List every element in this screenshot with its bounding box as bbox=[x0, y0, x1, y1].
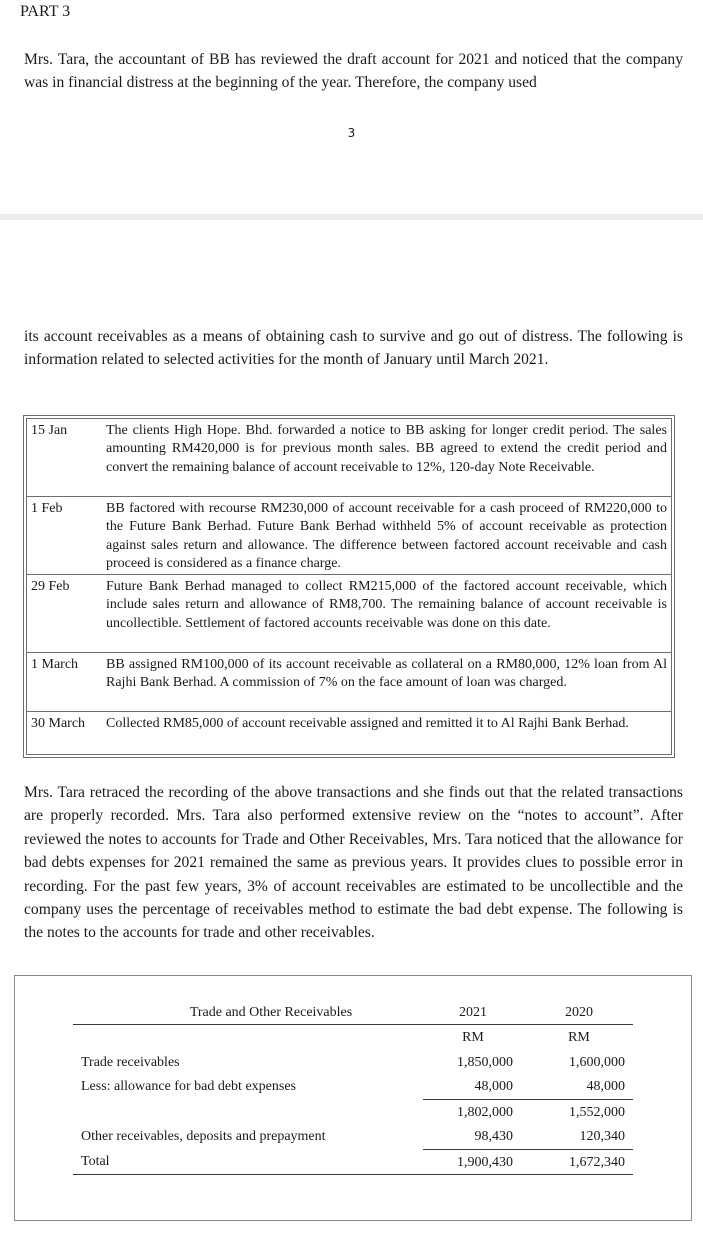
total-2021: 1,900,430 bbox=[457, 1155, 513, 1170]
transaction-date: 1 Feb bbox=[31, 501, 63, 516]
other-receivables-2021: 98,430 bbox=[474, 1129, 513, 1144]
transaction-row bbox=[27, 653, 671, 712]
intro-paragraph-1: Mrs. Tara, the accountant of BB has reviewed the draft account for 2021 and noticed that the company was in financial distress at the beginning of the year. Therefore, the company used bbox=[24, 51, 683, 92]
transaction-row bbox=[27, 575, 671, 653]
subtotal-rule bbox=[423, 1099, 633, 1100]
trade-receivables-2021: 1,850,000 bbox=[457, 1055, 513, 1070]
transaction-description: Future Bank Berhad managed to collect RM215,000 of the factored account receivable, which include sales return and allowance of RM8,700. The remaining balance of account receivable is uncollectible. Settlement of factored accounts receivable was done on this date. bbox=[106, 579, 667, 631]
trade-receivables-2020: 1,600,000 bbox=[569, 1055, 625, 1070]
allowance-2020: 48,000 bbox=[586, 1079, 625, 1094]
transaction-row bbox=[27, 419, 671, 497]
unit-2020: RM bbox=[568, 1030, 590, 1045]
transaction-row bbox=[27, 497, 671, 575]
net-trade-2021: 1,802,000 bbox=[457, 1105, 513, 1120]
trade-receivables-label: Trade receivables bbox=[81, 1055, 180, 1070]
other-receivables-label: Other receivables, deposits and prepayment bbox=[81, 1129, 326, 1144]
transaction-date: 15 Jan bbox=[31, 423, 68, 438]
page-number: 3 bbox=[347, 126, 356, 140]
transaction-date: 30 March bbox=[31, 716, 86, 731]
other-receivables-2020: 120,340 bbox=[579, 1129, 625, 1144]
transaction-description: The clients High Hope. Bhd. forwarded a notice to BB asking for longer credit period. The sales amounting RM420,000 is for previous month sales. BB agreed to extend the credit period and convert the remaining balance of account receivable to 12%, 120-day Note Receivable. bbox=[106, 423, 667, 475]
transaction-date: 1 March bbox=[31, 657, 79, 672]
transaction-row bbox=[27, 712, 671, 752]
transaction-description: BB assigned RM100,000 of its account receivable as collateral on a RM80,000, 12% loan from Al Rajhi Bank Berhad. A commission of 7% on the face amount of loan was charged. bbox=[106, 657, 667, 691]
header-rule bbox=[73, 1024, 633, 1025]
bottom-rule bbox=[73, 1174, 633, 1175]
review-paragraph: Mrs. Tara retraced the recording of the above transactions and she finds out that the related transactions are properly recorded. Mrs. Tara also performed extensive review on the “notes to account”. After reviewed the notes to accounts for Trade and Other Receivables, Mrs. Tara noticed that the allowance for bad debts expenses for 2021 remained the same as previous years. It provides clues to possible error in recording. For the past few years, 3% of account receivables are estimated to be uncollectible and the company uses the percentage of receivables method to estimate the bad debt expense. The following is the notes to the accounts for trade and other receivables. bbox=[24, 784, 683, 942]
transaction-description: Collected RM85,000 of account receivable assigned and remitted it to Al Rajhi Bank Berhad. bbox=[106, 716, 629, 731]
note-title: Trade and Other Receivables bbox=[189, 1005, 353, 1020]
transaction-date: 29 Feb bbox=[31, 579, 70, 594]
transaction-description: BB factored with recourse RM230,000 of account receivable for a cash proceed of RM220,000 to the Future Bank Berhad. Future Bank Berhad withheld 5% of account receivable as protection against sales return and allowance. The difference between factored account receivable and cash proceed is considered as a finance charge. bbox=[106, 501, 667, 572]
receivables-note bbox=[14, 975, 692, 1221]
total-rule bbox=[423, 1149, 633, 1150]
net-trade-2020: 1,552,000 bbox=[569, 1105, 625, 1120]
allowance-label: Less: allowance for bad debt expenses bbox=[81, 1079, 296, 1094]
unit-2021: RM bbox=[462, 1030, 484, 1045]
column-header-2021: 2021 bbox=[459, 1005, 487, 1020]
page-break-divider bbox=[0, 214, 703, 220]
allowance-2021: 48,000 bbox=[474, 1079, 513, 1094]
column-header-2020: 2020 bbox=[565, 1005, 593, 1020]
intro-paragraph-2: its account receivables as a means of obtaining cash to survive and go out of distress. The following is information related to selected activities for the month of January until March 2021. bbox=[24, 328, 683, 369]
total-label: Total bbox=[81, 1154, 110, 1169]
transactions-table bbox=[23, 415, 675, 758]
part-title: PART 3 bbox=[20, 3, 71, 20]
total-2020: 1,672,340 bbox=[569, 1155, 625, 1170]
